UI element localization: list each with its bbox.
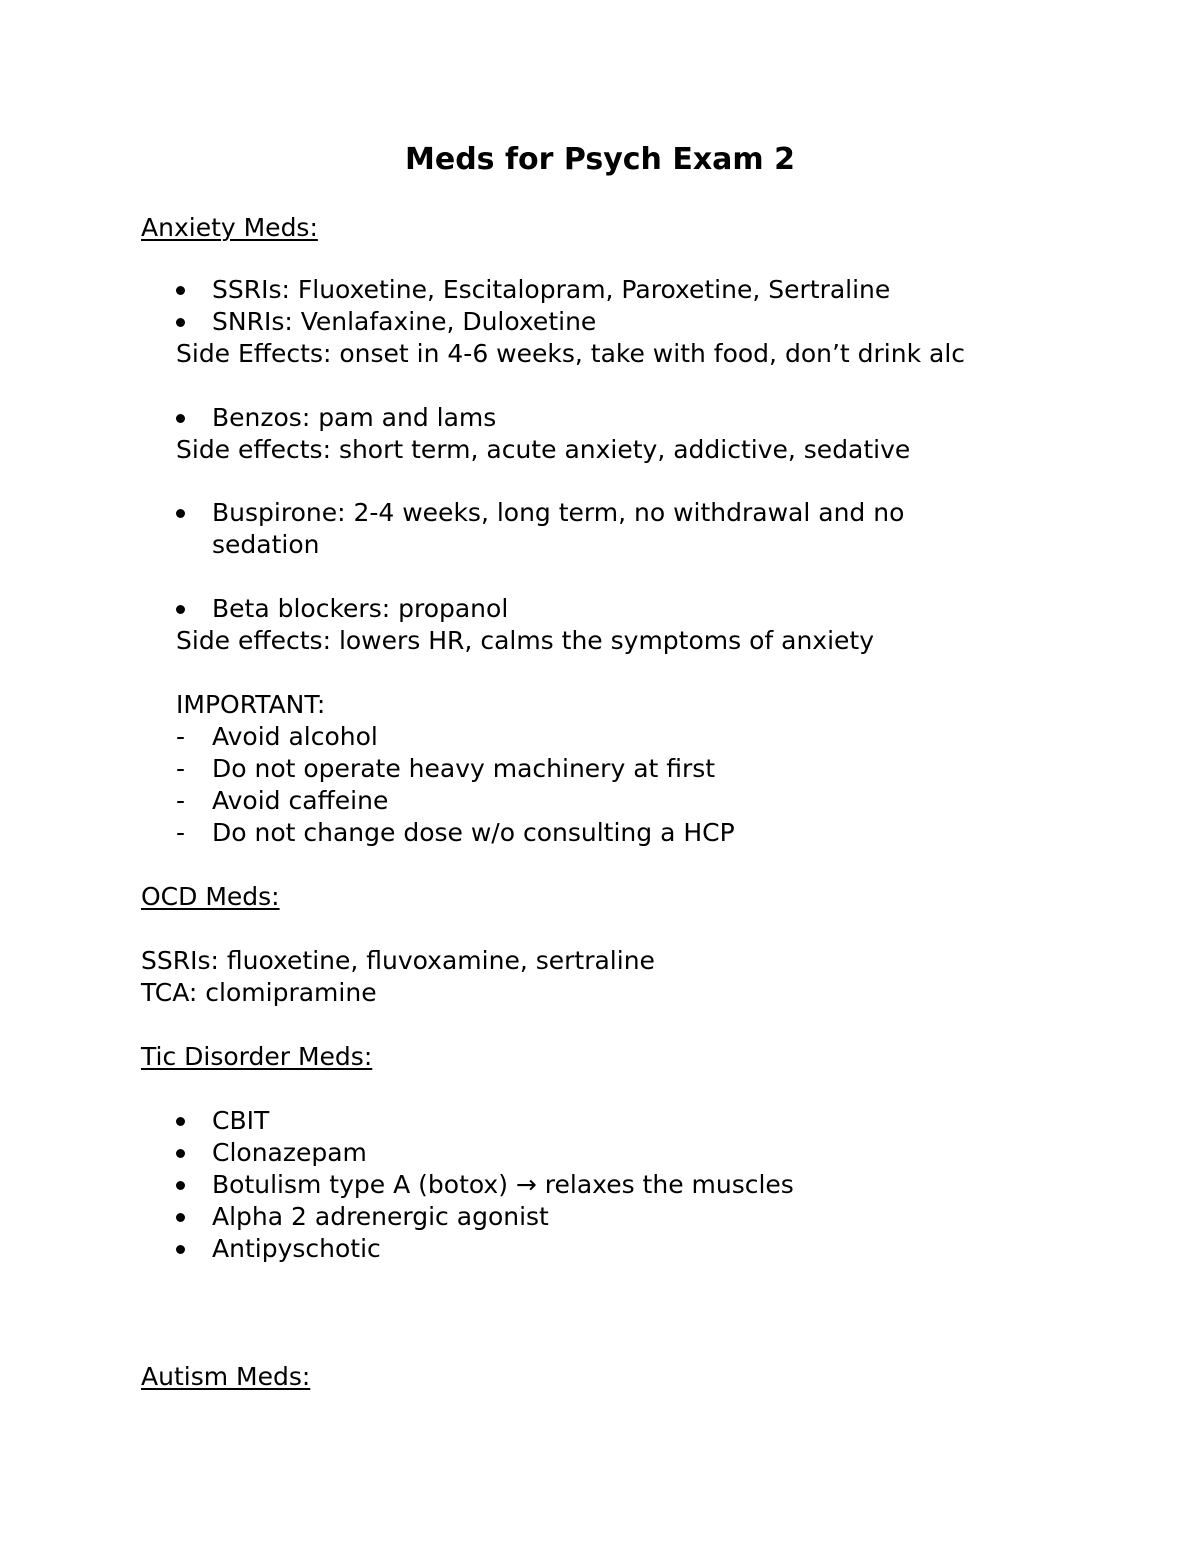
important-label: IMPORTANT: [176, 690, 326, 719]
list-item: Benzos: pam and lams [212, 403, 497, 432]
dash-marker: - [176, 818, 186, 847]
list-item: Do not operate heavy machinery at first [212, 754, 716, 783]
bullet-icon [176, 509, 185, 518]
list-item: Buspirone: 2-4 weeks, long term, no withdrawal and no [212, 498, 905, 527]
side-effects-text: Side Effects: onset in 4-6 weeks, take with food, don’t drink alc [176, 339, 966, 368]
bullet-icon [176, 1181, 185, 1190]
list-item: SSRIs: Fluoxetine, Escitalopram, Paroxetine, Sertraline [212, 275, 891, 304]
bullet-icon [176, 318, 185, 327]
list-item: SNRIs: Venlafaxine, Duloxetine [212, 307, 597, 336]
bullet-icon [176, 1213, 185, 1222]
list-item: Avoid caffeine [212, 786, 389, 815]
bullet-icon [176, 1149, 185, 1158]
list-item: CBIT [212, 1106, 270, 1135]
dash-marker: - [176, 786, 186, 815]
list-item: Botulism type A (botox) → relaxes the muscles [212, 1170, 794, 1199]
bullet-icon [176, 1245, 185, 1254]
side-effects-text: Side effects: lowers HR, calms the symptoms of anxiety [176, 626, 875, 655]
page-title: Meds for Psych Exam 2 [405, 142, 795, 177]
list-item-continuation: sedation [212, 530, 320, 559]
bullet-icon [176, 1117, 185, 1126]
ocd-heading: OCD Meds: [141, 882, 280, 911]
tic-heading: Tic Disorder Meds: [141, 1042, 373, 1071]
list-item: Beta blockers: propanol [212, 594, 509, 623]
bullet-icon [176, 605, 185, 614]
bullet-icon [176, 286, 185, 295]
list-item: Clonazepam [212, 1138, 367, 1167]
side-effects-text: Side effects: short term, acute anxiety, addictive, sedative [176, 435, 911, 464]
list-item: Do not change dose w/o consulting a HCP [212, 818, 735, 847]
list-item: Avoid alcohol [212, 722, 378, 751]
dash-marker: - [176, 722, 186, 751]
autism-heading: Autism Meds: [141, 1362, 311, 1391]
bullet-icon [176, 414, 185, 423]
dash-marker: - [176, 754, 186, 783]
anxiety-heading: Anxiety Meds: [141, 213, 318, 242]
ocd-tca-text: TCA: clomipramine [141, 978, 377, 1007]
ocd-ssris-text: SSRIs: fluoxetine, fluvoxamine, sertraline [141, 946, 655, 975]
list-item: Alpha 2 adrenergic agonist [212, 1202, 549, 1231]
list-item: Antipyschotic [212, 1234, 381, 1263]
